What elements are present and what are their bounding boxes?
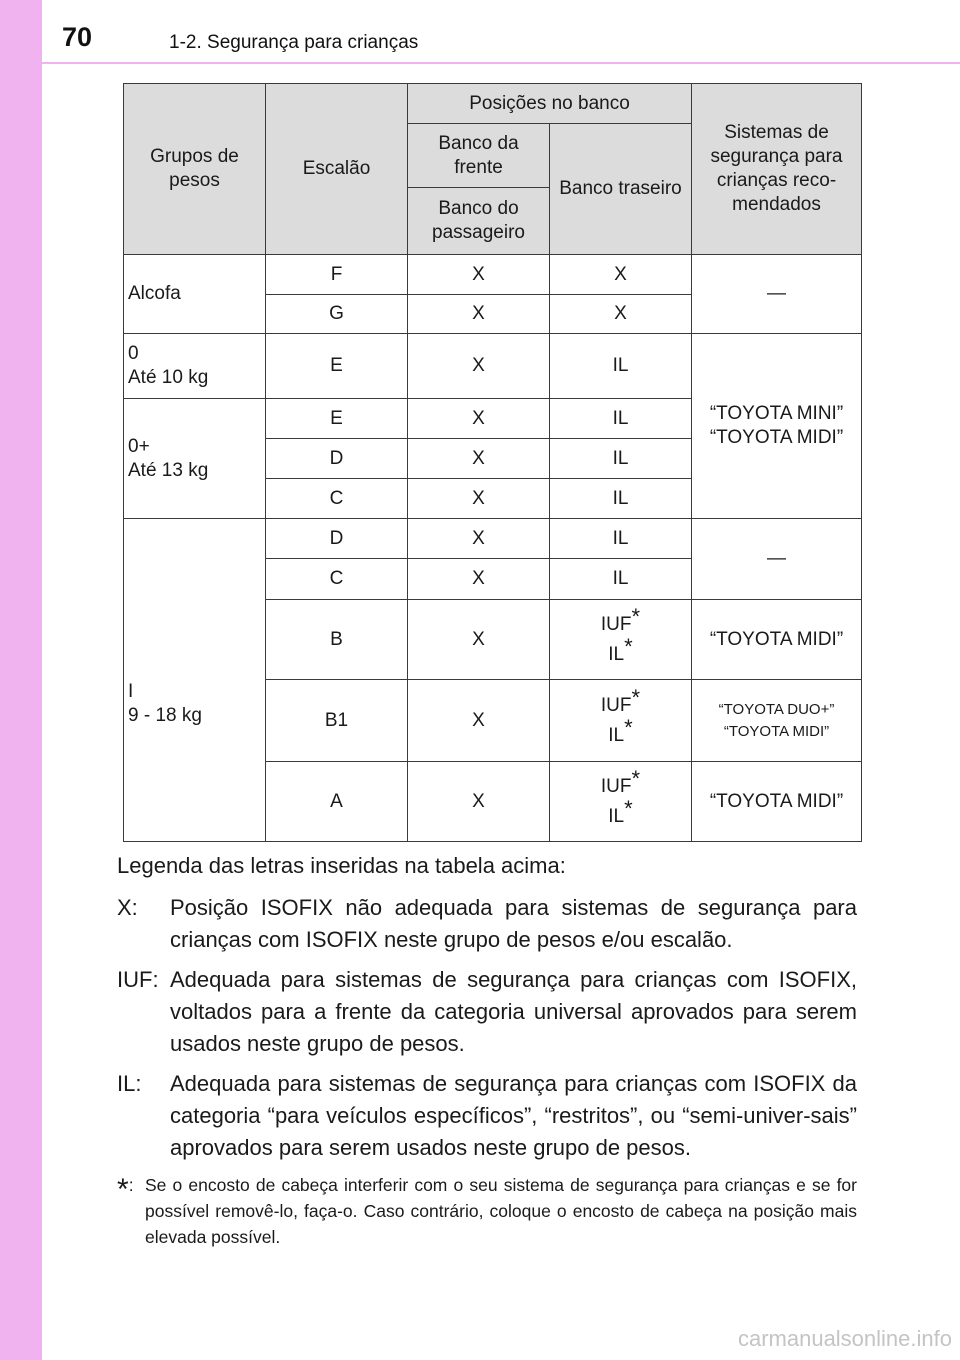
passenger-cell: X <box>408 762 550 842</box>
size-class-cell: E <box>266 399 408 439</box>
group-label: Alcofa <box>124 255 266 334</box>
rear-value: IL <box>608 643 625 665</box>
rear-cell: IL <box>550 519 692 559</box>
isofix-seat-table <box>123 83 862 842</box>
rear-line1 <box>554 603 687 640</box>
recommended-line1: “TOYOTA DUO+” <box>718 700 835 718</box>
table-row <box>124 255 862 295</box>
legend-key: IUF: <box>117 967 159 992</box>
recommended-cell <box>692 334 862 519</box>
size-class-cell: E <box>266 334 408 399</box>
rear-value: IUF <box>600 694 632 716</box>
footnote-colon: : <box>128 1175 134 1195</box>
recommended-cell: “TOYOTA MIDI” <box>692 762 862 842</box>
rear-value: IL <box>608 805 625 827</box>
footnote-key <box>117 1172 145 1250</box>
header-recommended-systems: Sistemas de segurança para crianças reco-mendados <box>692 84 862 255</box>
legend-title: Legenda das letras inseridas na tabela acima: <box>117 853 566 878</box>
size-class-cell: C <box>266 479 408 519</box>
rear-cell: X <box>550 295 692 334</box>
legend-key: X: <box>117 895 138 920</box>
table-row <box>124 334 862 399</box>
group-label-line1: I <box>128 681 134 702</box>
rear-cell <box>550 762 692 842</box>
rear-line2 <box>554 633 687 670</box>
legend <box>117 850 857 1250</box>
asterisk-mark: * <box>631 603 641 629</box>
recommended-cell: — <box>692 255 862 334</box>
watermark-text: carmanualsonline.info <box>737 1326 952 1351</box>
asterisk-mark: * <box>624 795 633 821</box>
rear-value: IL <box>608 724 625 746</box>
page-header <box>42 0 960 64</box>
header-rule <box>42 62 960 64</box>
legend-item <box>117 892 857 956</box>
rear-value: IUF <box>600 613 632 635</box>
size-class-cell: B1 <box>266 680 408 762</box>
passenger-cell: X <box>408 600 550 680</box>
asterisk-mark: * <box>631 684 641 710</box>
rear-cell: IL <box>550 439 692 479</box>
passenger-cell: X <box>408 399 550 439</box>
passenger-cell: X <box>408 439 550 479</box>
group-label-line1: 0 <box>128 343 139 364</box>
group-label <box>124 334 266 399</box>
legend-text: Adequada para sistemas de segurança para crianças com ISOFIX da categoria “para veículos específicos”, “restritos”, ou “semi-univer-sais” aprovados para serem usados neste grupo de pesos. <box>170 1071 857 1160</box>
asterisk-mark: * <box>624 633 633 659</box>
size-class-cell: C <box>266 559 408 600</box>
passenger-cell: X <box>408 334 550 399</box>
rear-value: IUF <box>600 775 632 797</box>
rear-cell: IL <box>550 479 692 519</box>
passenger-cell: X <box>408 479 550 519</box>
table-row <box>124 519 862 559</box>
rear-line1 <box>554 684 687 721</box>
header-size-class: Escalão <box>266 84 408 255</box>
header-front-seat: Banco da frente <box>408 124 550 188</box>
passenger-cell: X <box>408 680 550 762</box>
asterisk-mark: * <box>624 714 633 740</box>
rear-cell: IL <box>550 399 692 439</box>
group-label-line1: 0+ <box>128 435 150 457</box>
recommended-line2: “TOYOTA MIDI” <box>709 427 844 448</box>
page-number: 70 <box>62 22 93 52</box>
recommended-line1: “TOYOTA MINI” <box>709 403 844 424</box>
rear-cell <box>550 600 692 680</box>
legend-text: Adequada para sistemas de segurança para crianças com ISOFIX, voltados para a frente da categoria universal aprovados para serem usados neste grupo de pesos. <box>170 967 857 1056</box>
size-class-cell: A <box>266 762 408 842</box>
header-passenger-seat: Banco do passageiro <box>408 188 550 255</box>
legend-item <box>117 964 857 1060</box>
asterisk-mark: * <box>631 765 641 791</box>
size-class-cell: D <box>266 439 408 479</box>
recommended-cell: “TOYOTA MIDI” <box>692 600 862 680</box>
group-label-line2: Até 13 kg <box>128 459 209 481</box>
footnote-text: Se o encosto de cabeça interferir com o seu sistema de segurança para crianças e se for possível removê-lo, faça-o. Caso contrário, coloque o encosto de cabeça na posição mais elevada possível. <box>145 1175 857 1247</box>
side-color-band <box>0 0 42 1360</box>
passenger-cell: X <box>408 255 550 295</box>
recommended-cell: — <box>692 519 862 600</box>
size-class-cell: B <box>266 600 408 680</box>
recommended-line2: “TOYOTA MIDI” <box>723 722 830 740</box>
group-label-line2: Até 10 kg <box>128 367 209 388</box>
passenger-cell: X <box>408 519 550 559</box>
size-class-cell: D <box>266 519 408 559</box>
group-label <box>124 399 266 519</box>
rear-cell <box>550 680 692 762</box>
passenger-cell: X <box>408 295 550 334</box>
legend-text: Posição ISOFIX não adequada para sistemas de segurança para crianças com ISOFIX neste grupo de pesos e/ou escalão. <box>170 895 857 952</box>
header-rear-seat: Banco traseiro <box>550 124 692 255</box>
rear-cell: IL <box>550 334 692 399</box>
rear-line1 <box>554 765 687 802</box>
section-title: 1-2. Segurança para crianças <box>169 32 419 53</box>
passenger-cell: X <box>408 559 550 600</box>
header-seat-positions: Posições no banco <box>408 84 692 124</box>
group-label <box>124 519 266 842</box>
legend-item <box>117 1068 857 1164</box>
group-label-line2: 9 - 18 kg <box>128 705 202 726</box>
size-class-cell: G <box>266 295 408 334</box>
legend-key: IL: <box>117 1071 142 1096</box>
recommended-cell <box>692 680 862 762</box>
header-weight-groups: Grupos de pesos <box>124 84 266 255</box>
rear-cell: X <box>550 255 692 295</box>
rear-cell: IL <box>550 559 692 600</box>
rear-line2 <box>554 714 687 751</box>
asterisk-mark: * <box>117 1173 129 1206</box>
footnote <box>117 1172 857 1250</box>
rear-line2 <box>554 795 687 832</box>
size-class-cell: F <box>266 255 408 295</box>
